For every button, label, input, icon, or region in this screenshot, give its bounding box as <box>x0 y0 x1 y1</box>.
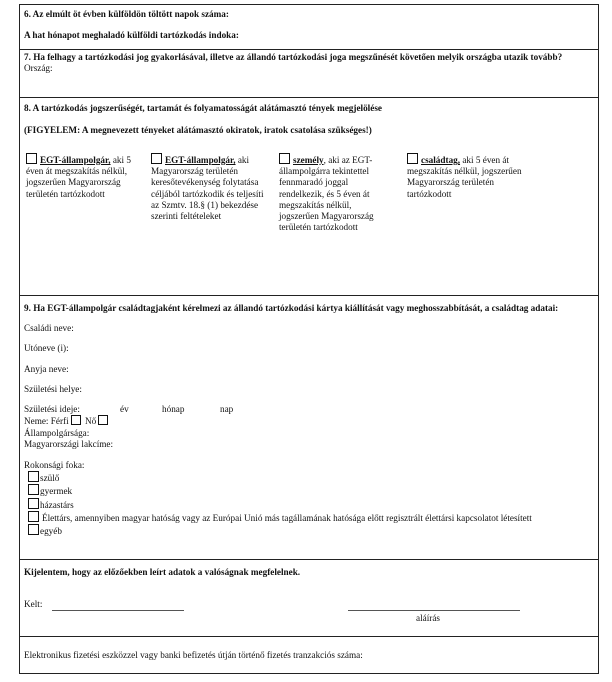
option-text: aki Magyarország területén keresőtevékenység folytatása céljából tartózkodik és teljesíti az Szmtv. 18.§ (1) bekezdése szerinti feltételeket <box>151 155 264 222</box>
sex-row <box>24 415 594 427</box>
female-checkbox[interactable] <box>98 415 108 425</box>
relation-title: Rokonsági foka: <box>24 459 85 470</box>
relation-partner[interactable] <box>24 511 594 524</box>
declaration-text: Kijelentem, hogy az előzőekben leírt adatok a valóságnak megfelelnek. <box>24 567 301 577</box>
relation-checkbox[interactable] <box>28 524 39 535</box>
day-label: nap <box>220 404 234 415</box>
option-text: , aki az EGT-állampolgárra tekintettel fennmaradó joggal rendelkezik, és 5 éven át megszakítás nélkül, jogszerűen Magyarország területén tartózkodott <box>279 155 374 233</box>
month-label: hónap <box>162 404 185 415</box>
section-8-title: 8. A tartózkodás jogszerűségét, tartamát és folyamatosságát alátámasztó tények megjelölése <box>24 103 382 113</box>
payment-section <box>20 636 598 673</box>
relation-label: szülő <box>40 473 60 484</box>
country-label: Ország: <box>24 63 53 74</box>
relation-child[interactable] <box>24 484 594 497</box>
section-6 <box>20 7 598 43</box>
section-9 <box>20 295 598 559</box>
section-7-title: 7. Ha felhagy a tartózkodási jog gyakorlásával, illetve az állandó tartózkodási joga megszűnését követően melyik országba utazik tovább? <box>24 52 563 62</box>
male-checkbox[interactable] <box>71 415 81 425</box>
option-checkbox[interactable] <box>26 153 37 164</box>
female-label: Nő <box>84 416 97 427</box>
option-bold: EGT-állampolgár, <box>165 155 236 165</box>
relation-spouse[interactable] <box>24 498 594 511</box>
option-bold: EGT-állampolgár, <box>40 155 111 165</box>
birth-date-label: Születési ideje: <box>24 404 80 415</box>
option-family-member[interactable] <box>407 153 535 200</box>
section-6-title: 6. Az elmúlt öt évben külföldön töltött napok száma: <box>24 9 229 19</box>
option-eea-worker[interactable] <box>151 153 267 222</box>
section-8 <box>20 97 598 296</box>
option-text: aki 5 éven át megszakítás nélkül, jogszerűen Magyarország területén tartózkodott <box>26 155 131 199</box>
signature-field[interactable] <box>348 610 520 611</box>
section-6-reason: A hat hónapot meghaladó külföldi tartózkodás indoka: <box>24 30 239 41</box>
relation-label: gyermek <box>40 486 73 497</box>
place-date-field[interactable] <box>52 610 184 611</box>
year-label: év <box>120 404 129 415</box>
relation-parent[interactable] <box>24 471 594 484</box>
place-label: Kelt: <box>24 599 43 609</box>
section-9-title: 9. Ha EGT-állampolgár családtagjaként kérelmezi az állandó tartózkodási kártya kiállítását vagy meghosszabbítását, a családtag adatai: <box>24 303 559 313</box>
option-checkbox[interactable] <box>151 153 162 164</box>
birth-date-row <box>24 404 594 415</box>
family-name-label: Családi neve: <box>24 323 74 334</box>
citizenship-label: Állampolgársága: <box>24 427 90 438</box>
sex-label: Neme: Férfi <box>24 416 69 427</box>
relation-checkbox[interactable] <box>28 484 39 495</box>
payment-text: Elektronikus fizetési eszközzel vagy banki befizetés útján történő fizetés tranzakciós száma: <box>24 650 363 660</box>
option-eea-5years[interactable] <box>26 153 144 200</box>
option-person[interactable] <box>279 153 391 234</box>
given-names-label: Utóneve (i): <box>24 343 69 354</box>
form-frame <box>19 4 599 674</box>
option-text: aki 5 éven át megszakítás nélkül, jogszerűen Magyarország területén tartózkodott <box>407 155 522 199</box>
mother-name-label: Anyja neve: <box>24 363 69 374</box>
option-checkbox[interactable] <box>279 153 290 164</box>
relation-label: egyéb <box>40 526 62 537</box>
relation-checkbox[interactable] <box>28 498 39 509</box>
option-bold: személy <box>293 155 324 165</box>
relation-label: Élettárs, amennyiben magyar hatóság vagy az Európai Unió más tagállamának hatósága előtt regisztrált élettársi kapcsolatot létesített <box>42 512 532 523</box>
option-checkbox[interactable] <box>407 153 418 164</box>
signature-label: aláírás <box>416 613 440 623</box>
relation-checkbox[interactable] <box>28 471 39 482</box>
declaration-section <box>20 559 598 637</box>
birth-place-label: Születési helye: <box>24 383 82 394</box>
address-label: Magyarországi lakcíme: <box>24 438 114 449</box>
relation-label: házastárs <box>40 499 74 510</box>
option-bold: családtag, <box>421 155 461 165</box>
section-7 <box>20 49 598 76</box>
relation-checkbox[interactable] <box>28 511 39 522</box>
section-8-warning: (FIGYELEM: A megnevezett tényeket alátámasztó okiratok, iratok csatolása szükséges!) <box>24 125 372 136</box>
relation-other[interactable] <box>24 524 594 537</box>
